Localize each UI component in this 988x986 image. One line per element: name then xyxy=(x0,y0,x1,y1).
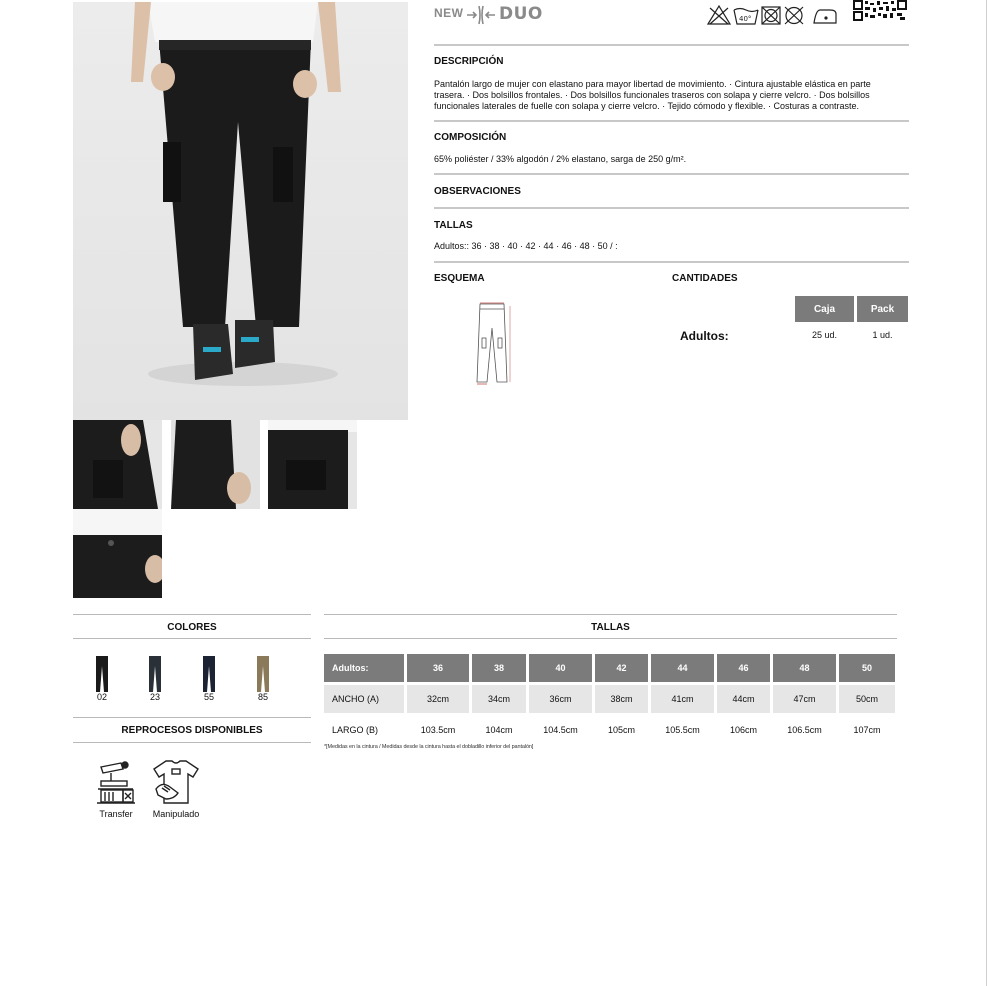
divider xyxy=(73,717,311,718)
reprocess-title: REPROCESOS DISPONIBLES xyxy=(121,725,263,736)
divider xyxy=(324,614,897,615)
size-cell: 105.5cm xyxy=(665,725,700,735)
size-cell: 32cm xyxy=(407,685,469,713)
size-cell: 47cm xyxy=(773,685,836,713)
divider xyxy=(434,207,909,209)
description-text xyxy=(434,79,914,112)
size-cell: 34cm xyxy=(472,685,526,713)
size-row-label: ANCHO (A) xyxy=(324,685,404,713)
size-cell: 103.5cm xyxy=(420,725,456,735)
size-cell: 104cm xyxy=(485,725,513,735)
svg-text:40°: 40° xyxy=(739,15,752,23)
color-code: 85 xyxy=(257,692,268,702)
sizes-text: Adultos:: 36 · 38 · 40 · 42 · 44 · 46 · 48 · 50 / : xyxy=(434,241,618,251)
size-cell: 106cm xyxy=(729,725,757,735)
divider xyxy=(73,614,311,615)
care-instructions xyxy=(706,4,838,31)
divider xyxy=(434,44,909,46)
qty-header-box: Caja xyxy=(795,296,854,322)
size-header: 40 xyxy=(529,654,592,682)
no-dry-clean-icon xyxy=(785,7,803,24)
size-cell: 107cm xyxy=(853,725,881,735)
divider xyxy=(434,120,909,122)
composition-text: 65% poliéster / 33% algodón / 2% elastano, sarga de 250 g/m². xyxy=(434,154,687,164)
color-swatch[interactable] xyxy=(95,656,109,697)
size-table-header-label: Adultos: xyxy=(324,654,404,682)
tshirt-handling-icon xyxy=(152,759,200,810)
size-cell: 50cm xyxy=(839,685,895,713)
divider xyxy=(324,638,897,639)
qty-row-label: Adultos: xyxy=(680,329,729,343)
color-swatch[interactable] xyxy=(256,656,270,697)
color-code: 55 xyxy=(203,692,214,702)
page-edge xyxy=(986,0,987,986)
product-main-photo xyxy=(73,2,408,420)
size-header: 50 xyxy=(839,654,895,682)
pants-schema-icon xyxy=(470,298,514,391)
size-header: 42 xyxy=(595,654,648,682)
size-header: 38 xyxy=(472,654,526,682)
composition-title: COMPOSICIÓN xyxy=(434,132,507,143)
qty-header-pack: Pack xyxy=(857,296,908,322)
size-table-footnote: *[Medidas en la cintura / Medidas desde la cintura hasta el dobladillo inferior del pantalón] xyxy=(324,744,534,750)
product-thumbnail[interactable] xyxy=(73,509,162,598)
description-line: trasera. · Dos bolsillos frontales. · Dos bolsillos funcionales traseros con solapa y cierre velcro. · Dos bolsillos xyxy=(434,90,870,100)
stretch-arrows-icon xyxy=(466,4,496,31)
size-header: 48 xyxy=(773,654,836,682)
divider xyxy=(434,261,909,263)
size-row-label: LARGO (B) xyxy=(332,725,379,735)
color-code: 02 xyxy=(96,692,107,702)
size-cell: 104.5cm xyxy=(543,725,578,735)
size-cell: 41cm xyxy=(651,685,714,713)
size-header: 44 xyxy=(651,654,714,682)
size-header: 46 xyxy=(717,654,770,682)
color-swatch[interactable] xyxy=(202,656,216,697)
iron-low-icon xyxy=(814,10,836,23)
observations-title: OBSERVACIONES xyxy=(434,186,521,197)
duo-label: DUO xyxy=(499,4,543,24)
size-cell: 38cm xyxy=(595,685,648,713)
size-cell: 44cm xyxy=(717,685,770,713)
divider xyxy=(73,638,311,639)
reprocess-label: Transfer xyxy=(99,809,133,819)
product-thumbnail[interactable] xyxy=(73,420,162,509)
heat-press-icon xyxy=(95,759,137,810)
qty-pack-value: 1 ud. xyxy=(872,330,893,340)
sizes-title: TALLAS xyxy=(434,220,473,231)
color-code: 23 xyxy=(149,692,160,702)
size-header: 36 xyxy=(407,654,469,682)
product-thumbnail[interactable] xyxy=(171,420,260,509)
divider xyxy=(434,173,909,175)
schema-title: ESQUEMA xyxy=(434,273,485,284)
no-tumble-dry-icon xyxy=(762,7,780,24)
qr-code-icon xyxy=(853,0,907,26)
description-line: Pantalón largo de mujer con elastano para mayor libertad de movimiento. · Cintura ajustable elástica en parte xyxy=(434,79,871,89)
description-line: funcionales laterales de fuelle con solapa y cierre velcro. · Tejido cómodo y flexible. · Costuras a contraste. xyxy=(434,101,860,111)
size-cell: 105cm xyxy=(607,725,635,735)
colors-title: COLORES xyxy=(167,622,217,633)
qty-box-value: 25 ud. xyxy=(811,330,838,340)
reprocess-label: Manipulado xyxy=(152,809,200,819)
size-cell: 106.5cm xyxy=(787,725,822,735)
divider xyxy=(73,742,311,743)
wash-40-icon xyxy=(734,9,758,25)
size-table-title: TALLAS xyxy=(591,622,630,633)
new-label: NEW xyxy=(434,6,464,20)
color-swatch[interactable] xyxy=(148,656,162,697)
product-thumbnail[interactable] xyxy=(268,420,357,509)
description-title: DESCRIPCIÓN xyxy=(434,56,504,67)
quantities-title: CANTIDADES xyxy=(672,273,738,284)
no-bleach-icon xyxy=(708,6,730,24)
size-cell: 36cm xyxy=(529,685,592,713)
